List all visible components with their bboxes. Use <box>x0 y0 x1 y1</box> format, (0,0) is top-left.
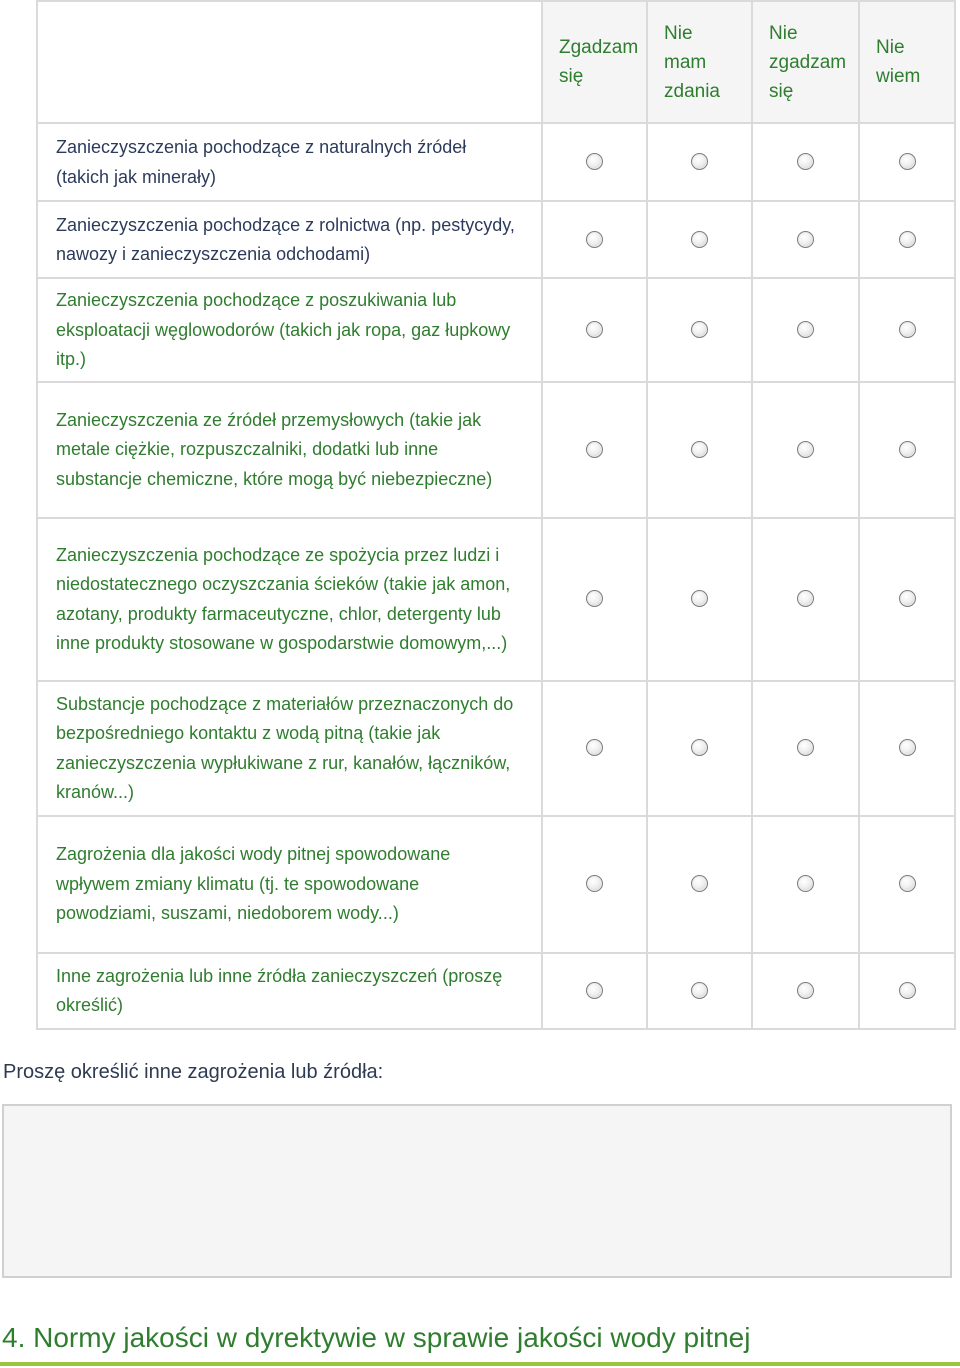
column-header-label: Nie wiem <box>876 37 921 87</box>
radio-cell-dont-know <box>859 123 955 201</box>
radio-button-unselected-icon[interactable] <box>691 739 708 756</box>
column-header-dont-know <box>859 1 955 123</box>
radio-button-unselected-icon[interactable] <box>797 441 814 458</box>
radio-button-unselected-icon[interactable] <box>899 875 916 892</box>
radio-cell-dont-know <box>859 681 955 816</box>
radio-button-unselected-icon[interactable] <box>691 875 708 892</box>
radio-button-unselected-icon[interactable] <box>899 321 916 338</box>
other-sources-label: Proszę określić inne zagrożenia lub źródła: <box>3 1061 384 1083</box>
radio-cell-no-opinion <box>647 123 752 201</box>
radio-button-unselected-icon[interactable] <box>899 153 916 170</box>
matrix-row <box>37 681 955 816</box>
radio-button-unselected-icon[interactable] <box>691 590 708 607</box>
radio-cell-no-opinion <box>647 681 752 816</box>
matrix-row <box>37 518 955 681</box>
matrix-header-row <box>37 1 955 123</box>
radio-button-unselected-icon[interactable] <box>797 153 814 170</box>
radio-cell-no-opinion <box>647 953 752 1029</box>
radio-cell-dont-know <box>859 201 955 278</box>
matrix-row <box>37 123 955 201</box>
radio-cell-agree <box>542 953 647 1029</box>
radio-cell-disagree <box>752 816 859 953</box>
radio-cell-disagree <box>752 518 859 681</box>
radio-button-unselected-icon[interactable] <box>899 231 916 248</box>
radio-button-unselected-icon[interactable] <box>586 153 603 170</box>
column-header-disagree <box>752 1 859 123</box>
radio-button-unselected-icon[interactable] <box>586 441 603 458</box>
radio-button-unselected-icon[interactable] <box>691 441 708 458</box>
radio-cell-agree <box>542 382 647 518</box>
likert-matrix <box>36 0 956 1030</box>
row-label: Zanieczyszczenia pochodzące z poszukiwania lub eksploatacji węglowodorów (takich jak ropa, gaz łupkowy itp.) <box>37 278 542 382</box>
radio-button-unselected-icon[interactable] <box>899 739 916 756</box>
column-header-label: Zgadzam się <box>559 37 639 87</box>
radio-cell-agree <box>542 681 647 816</box>
radio-cell-disagree <box>752 123 859 201</box>
row-label: Inne zagrożenia lub inne źródła zanieczyszczeń (proszę określić) <box>37 953 542 1029</box>
section-divider <box>0 1362 960 1366</box>
radio-cell-disagree <box>752 953 859 1029</box>
radio-cell-no-opinion <box>647 382 752 518</box>
radio-button-unselected-icon[interactable] <box>586 590 603 607</box>
matrix-body <box>37 123 955 1029</box>
radio-button-unselected-icon[interactable] <box>797 982 814 999</box>
column-header-label: Nie mam zdania <box>664 22 720 102</box>
radio-cell-dont-know <box>859 278 955 382</box>
radio-button-unselected-icon[interactable] <box>691 231 708 248</box>
radio-button-unselected-icon[interactable] <box>797 739 814 756</box>
radio-button-unselected-icon[interactable] <box>899 982 916 999</box>
radio-button-unselected-icon[interactable] <box>586 321 603 338</box>
radio-button-unselected-icon[interactable] <box>797 321 814 338</box>
radio-button-unselected-icon[interactable] <box>691 982 708 999</box>
radio-button-unselected-icon[interactable] <box>691 153 708 170</box>
radio-cell-agree <box>542 816 647 953</box>
column-header-label: Nie zgadzam się <box>769 22 847 102</box>
radio-cell-no-opinion <box>647 201 752 278</box>
section-title: 4. Normy jakości w dyrektywie w sprawie jakości wody pitnej <box>2 1322 751 1353</box>
matrix-row <box>37 201 955 278</box>
radio-cell-disagree <box>752 382 859 518</box>
row-label: Zanieczyszczenia ze źródeł przemysłowych (takie jak metale ciężkie, rozpuszczalniki, dodatki lub inne substancje chemiczne, które mogą być niebezpieczne) <box>37 382 542 518</box>
radio-button-unselected-icon[interactable] <box>797 231 814 248</box>
radio-cell-disagree <box>752 681 859 816</box>
radio-button-unselected-icon[interactable] <box>899 590 916 607</box>
radio-cell-disagree <box>752 201 859 278</box>
column-header-no-opinion <box>647 1 752 123</box>
other-sources-input[interactable] <box>2 1104 952 1278</box>
matrix-header-corner <box>37 1 542 123</box>
radio-cell-no-opinion <box>647 816 752 953</box>
row-label: Zagrożenia dla jakości wody pitnej spowodowane wpływem zmiany klimatu (tj. te spowodowane powodziami, suszami, niedoborem wody...) <box>37 816 542 953</box>
row-label: Zanieczyszczenia pochodzące z naturalnych źródeł (takich jak minerały) <box>37 123 542 201</box>
radio-button-unselected-icon[interactable] <box>586 982 603 999</box>
radio-cell-agree <box>542 201 647 278</box>
radio-cell-disagree <box>752 278 859 382</box>
radio-button-unselected-icon[interactable] <box>586 231 603 248</box>
radio-cell-no-opinion <box>647 518 752 681</box>
radio-cell-agree <box>542 278 647 382</box>
radio-button-unselected-icon[interactable] <box>899 441 916 458</box>
radio-cell-dont-know <box>859 518 955 681</box>
matrix-row <box>37 816 955 953</box>
matrix-row <box>37 382 955 518</box>
radio-cell-no-opinion <box>647 278 752 382</box>
radio-cell-dont-know <box>859 382 955 518</box>
row-label: Zanieczyszczenia pochodzące z rolnictwa (np. pestycydy, nawozy i zanieczyszczenia odchodami) <box>37 201 542 278</box>
radio-button-unselected-icon[interactable] <box>691 321 708 338</box>
radio-cell-dont-know <box>859 816 955 953</box>
radio-button-unselected-icon[interactable] <box>797 875 814 892</box>
matrix-row <box>37 953 955 1029</box>
row-label: Substancje pochodzące z materiałów przeznaczonych do bezpośredniego kontaktu z wodą pitną (takie jak zanieczyszczenia wypłukiwane z rur, kanałów, łączników, kranów...) <box>37 681 542 816</box>
radio-cell-agree <box>542 518 647 681</box>
radio-button-unselected-icon[interactable] <box>797 590 814 607</box>
radio-button-unselected-icon[interactable] <box>586 739 603 756</box>
radio-button-unselected-icon[interactable] <box>586 875 603 892</box>
radio-cell-dont-know <box>859 953 955 1029</box>
radio-cell-agree <box>542 123 647 201</box>
row-label: Zanieczyszczenia pochodzące ze spożycia przez ludzi i niedostatecznego oczyszczania ścieków (takie jak amon, azotany, produkty farmaceutyczne, chlor, detergenty lub inne produkty stosowane w gospodarstwie domowym,...) <box>37 518 542 681</box>
column-header-agree <box>542 1 647 123</box>
matrix-row <box>37 278 955 382</box>
